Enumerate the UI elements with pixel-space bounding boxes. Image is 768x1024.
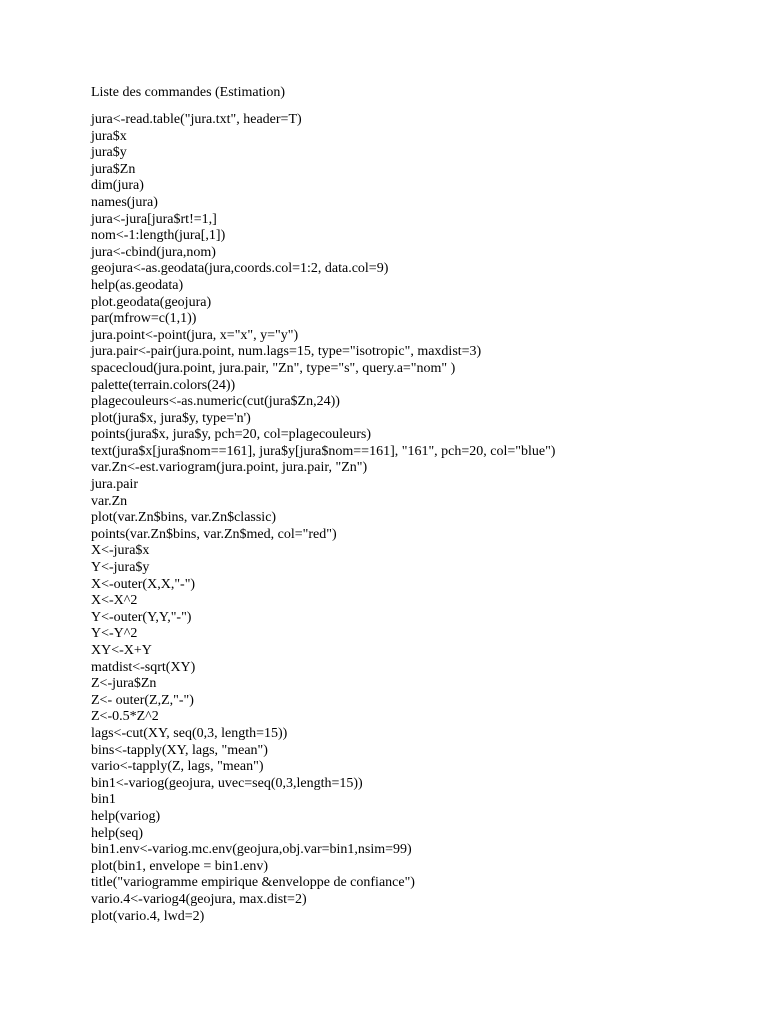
command-line: jura$x [91, 128, 127, 144]
command-line: plot(vario.4, lwd=2) [91, 908, 205, 924]
command-list [91, 112, 555, 925]
command-line: jura<-read.table("jura.txt", header=T) [91, 112, 302, 127]
command-line: matdist<-sqrt(XY) [91, 659, 196, 675]
command-line: title("variogramme empirique &enveloppe de confiance") [91, 875, 415, 891]
command-line: var.Zn [91, 493, 128, 509]
command-line: plagecouleurs<-as.numeric(cut(jura$Zn,24)) [91, 394, 340, 410]
command-line: X<-outer(X,X,"-") [91, 576, 196, 592]
command-line: Z<-jura$Zn [91, 676, 157, 692]
command-line: X<-jura$x [91, 543, 150, 559]
command-line: Z<- outer(Z,Z,"-") [91, 692, 194, 708]
command-line: XY<-X+Y [91, 643, 152, 658]
document-title: Liste des commandes (Estimation) [91, 85, 286, 100]
command-line: var.Zn<-est.variogram(jura.point, jura.pair, "Zn") [91, 460, 368, 476]
command-line: Y<-outer(Y,Y,"-") [91, 609, 192, 625]
command-line: Y<-jura$y [91, 560, 150, 576]
command-line: jura$y [91, 145, 127, 161]
command-line: jura.point<-point(jura, x="x", y="y") [91, 327, 299, 343]
command-line: geojura<-as.geodata(jura,coords.col=1:2, data.col=9) [91, 261, 389, 277]
command-line: spacecloud(jura.point, jura.pair, "Zn", type="s", query.a="nom" ) [91, 360, 456, 376]
command-line: nom<-1:length(jura[,1]) [91, 228, 226, 244]
command-line: bin1 [91, 792, 116, 808]
command-line: palette(terrain.colors(24)) [91, 377, 236, 393]
command-line: bin1<-variog(geojura, uvec=seq(0,3,length=15)) [91, 775, 363, 791]
command-line: points(var.Zn$bins, var.Zn$med, col="red") [91, 526, 337, 542]
command-line: jura.pair<-pair(jura.point, num.lags=15, type="isotropic", maxdist=3) [91, 344, 482, 360]
command-line: vario<-tapply(Z, lags, "mean") [91, 759, 264, 775]
command-line: help(variog) [91, 808, 161, 824]
command-line: points(jura$x, jura$y, pch=20, col=plagecouleurs) [91, 427, 372, 443]
command-line: Z<-0.5*Z^2 [91, 709, 159, 725]
command-line: plot(jura$x, jura$y, type='n') [91, 410, 251, 426]
command-line: par(mfrow=c(1,1)) [91, 311, 197, 327]
command-line: Y<-Y^2 [91, 626, 138, 642]
command-line: names(jura) [91, 194, 158, 210]
command-line: lags<-cut(XY, seq(0,3, length=15)) [91, 725, 288, 741]
command-line: plot(bin1, envelope = bin1.env) [91, 858, 269, 874]
command-line: X<-X^2 [91, 593, 138, 609]
command-line: bins<-tapply(XY, lags, "mean") [91, 742, 268, 758]
command-line: jura<-cbind(jura,nom) [91, 244, 216, 260]
command-line: jura$Zn [91, 161, 136, 177]
command-line: jura<-jura[jura$rt!=1,] [91, 211, 217, 227]
command-line: vario.4<-variog4(geojura, max.dist=2) [91, 891, 307, 907]
command-line: plot.geodata(geojura) [91, 294, 212, 310]
command-line: text(jura$x[jura$nom==161], jura$y[jura$nom==161], "161", pch=20, col="blue") [91, 443, 556, 459]
command-line: bin1.env<-variog.mc.env(geojura,obj.var=bin1,nsim=99) [91, 842, 412, 858]
command-line: help(seq) [91, 825, 144, 841]
command-line: dim(jura) [91, 178, 144, 194]
command-line: help(as.geodata) [91, 277, 184, 293]
command-line: jura.pair [91, 477, 139, 493]
command-line: plot(var.Zn$bins, var.Zn$classic) [91, 510, 277, 526]
